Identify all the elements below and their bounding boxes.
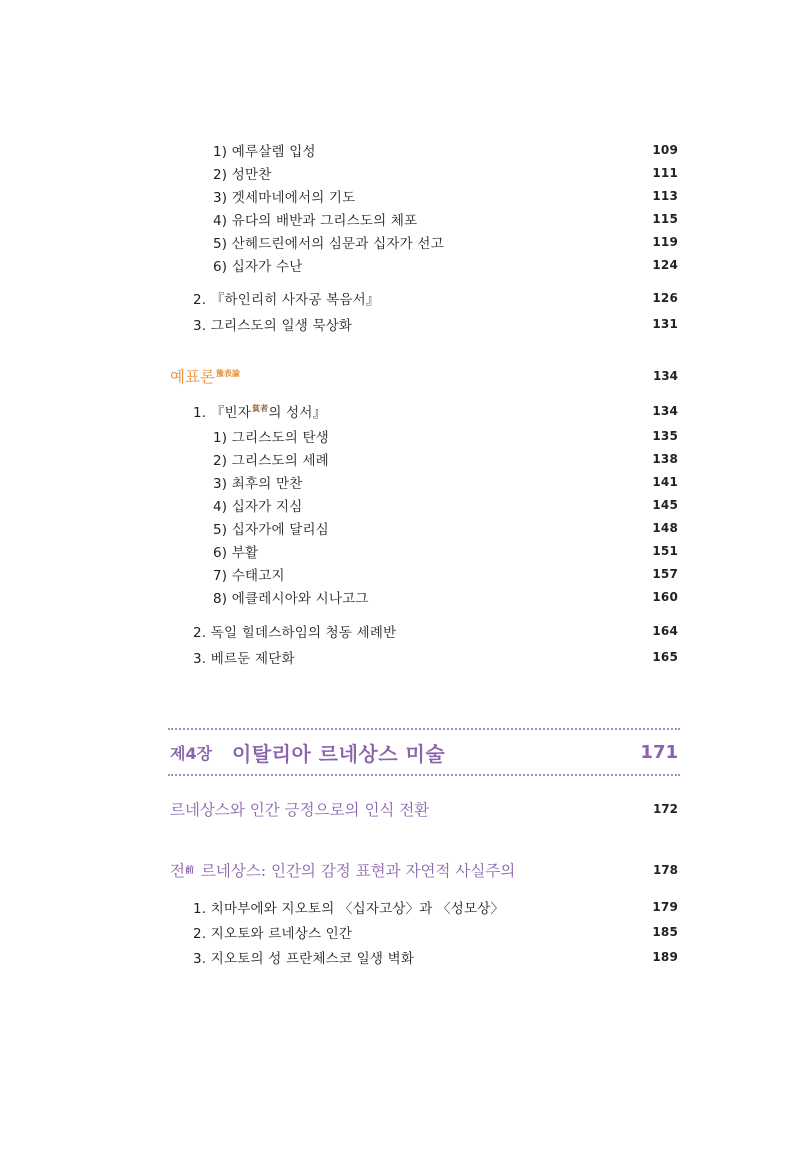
toc-entry[interactable] <box>213 208 678 230</box>
toc-entry[interactable] <box>213 540 678 562</box>
toc-entry[interactable] <box>213 254 678 276</box>
title-prefix: 1. 『빈자 <box>193 405 251 421</box>
toc-entry-title: 3. 지오토의 성 프란체스코 일생 벽화 <box>193 951 415 967</box>
toc-entry-page: 185 <box>652 925 678 939</box>
section-page: 134 <box>652 369 678 383</box>
toc-entry-title: 6) 부활 <box>213 545 259 561</box>
toc-entry-page: 179 <box>652 900 678 914</box>
toc-entry-page: 141 <box>652 475 678 489</box>
section-title-prefix: 전 <box>170 862 185 880</box>
toc-entry-page: 134 <box>652 404 678 418</box>
toc-entry[interactable] <box>193 620 678 642</box>
toc-entry[interactable] <box>213 425 678 447</box>
toc-entry-title: 5) 산헤드린에서의 심문과 십자가 선고 <box>213 236 444 252</box>
chapter-heading <box>168 738 445 767</box>
toc-entry-page: 145 <box>652 498 678 512</box>
toc-entry-title: 2. 지오토와 르네상스 인간 <box>193 926 353 942</box>
toc-entry-page: 165 <box>652 650 678 664</box>
toc-section-renaissance[interactable] <box>170 796 678 822</box>
hanja-annotation: 貧者 <box>251 404 269 413</box>
toc-entry[interactable] <box>213 139 678 161</box>
toc-entry-title: 2) 성만찬 <box>213 167 272 183</box>
chapter-title: 이탈리아 르네상스 미술 <box>232 741 446 766</box>
toc-entry[interactable] <box>193 287 678 309</box>
toc-entry-page: 157 <box>652 567 678 581</box>
chapter-header[interactable] <box>168 728 680 776</box>
toc-section-typology[interactable] <box>170 363 678 389</box>
toc-entry-page: 151 <box>652 544 678 558</box>
toc-entry[interactable] <box>213 494 678 516</box>
toc-entry[interactable] <box>213 448 678 470</box>
title-suffix: 의 성서』 <box>268 405 327 421</box>
toc-entry[interactable] <box>213 471 678 493</box>
toc-entry-title: 3. 베르둔 제단화 <box>193 651 295 667</box>
toc-entry-title: 8) 에클레시아와 시나고그 <box>213 591 369 607</box>
hanja-annotation: 豫表論 <box>215 368 240 378</box>
toc-entry-title: 3) 최후의 만찬 <box>213 476 303 492</box>
toc-entry-page: 119 <box>652 235 678 249</box>
section-page: 172 <box>652 802 678 816</box>
toc-entry-title: 7) 수태고지 <box>213 568 285 584</box>
toc-entry-title: 2. 『하인리히 사자공 복음서』 <box>193 292 380 308</box>
toc-entry-page: 189 <box>652 950 678 964</box>
toc-entry[interactable] <box>213 517 678 539</box>
toc-entry-page: 109 <box>652 143 678 157</box>
hanja-annotation: 前 <box>184 866 194 876</box>
toc-entry-page: 148 <box>652 521 678 535</box>
section-title <box>170 365 240 387</box>
toc-entry-title: 1) 예루살렘 입성 <box>213 144 316 160</box>
toc-section-proto-renaissance[interactable] <box>170 857 678 883</box>
toc-entry-title: 2. 독일 힐데스하임의 청동 세례반 <box>193 625 397 641</box>
toc-entry[interactable] <box>193 921 678 943</box>
section-title: 르네상스와 인간 긍정으로의 인식 전환 <box>170 801 430 819</box>
toc-entry-page: 115 <box>652 212 678 226</box>
toc-entry-page: 111 <box>652 166 678 180</box>
toc-entry-page: 164 <box>652 624 678 638</box>
toc-entry-title: 4) 유다의 배반과 그리스도의 체포 <box>213 213 418 229</box>
toc-entry-page: 113 <box>652 189 678 203</box>
toc-entry-title: 3. 그리스도의 일생 묵상화 <box>193 318 353 334</box>
toc-entry-title: 6) 십자가 수난 <box>213 259 303 275</box>
toc-entry[interactable] <box>193 646 678 668</box>
toc-entry-page: 131 <box>652 317 678 331</box>
toc-entry-page: 126 <box>652 291 678 305</box>
toc-entry[interactable] <box>193 946 678 968</box>
toc-entry[interactable] <box>193 896 678 918</box>
toc-entry-title: 5) 십자가에 달리심 <box>213 522 329 538</box>
toc-entry[interactable] <box>213 586 678 608</box>
toc-entry-title: 1) 그리스도의 탄생 <box>213 430 329 446</box>
toc-entry[interactable] <box>193 400 678 422</box>
toc-entry-page: 124 <box>652 258 678 272</box>
section-title-text: 예표론 <box>170 368 215 386</box>
toc-entry-title: 4) 십자가 지심 <box>213 499 303 515</box>
toc-entry-title: 1. 치마부에와 지오토의 〈십자고상〉과 〈성모상〉 <box>193 901 505 917</box>
toc-entry[interactable] <box>213 185 678 207</box>
section-page: 178 <box>652 863 678 877</box>
toc-entry-title <box>193 401 326 421</box>
toc-entry-title: 3) 겟세마네에서의 기도 <box>213 190 356 206</box>
section-title <box>170 859 515 881</box>
toc-entry[interactable] <box>213 231 678 253</box>
chapter-page: 171 <box>640 741 678 763</box>
toc-entry-title: 2) 그리스도의 세례 <box>213 453 329 469</box>
toc-entry-page: 135 <box>652 429 678 443</box>
toc-entry[interactable] <box>213 162 678 184</box>
section-title-text: 르네상스: 인간의 감정 표현과 자연적 사실주의 <box>196 862 516 880</box>
toc-entry-page: 160 <box>652 590 678 604</box>
toc-entry[interactable] <box>193 313 678 335</box>
toc-entry[interactable] <box>213 563 678 585</box>
chapter-label: 제4장 <box>170 743 213 763</box>
toc-entry-page: 138 <box>652 452 678 466</box>
